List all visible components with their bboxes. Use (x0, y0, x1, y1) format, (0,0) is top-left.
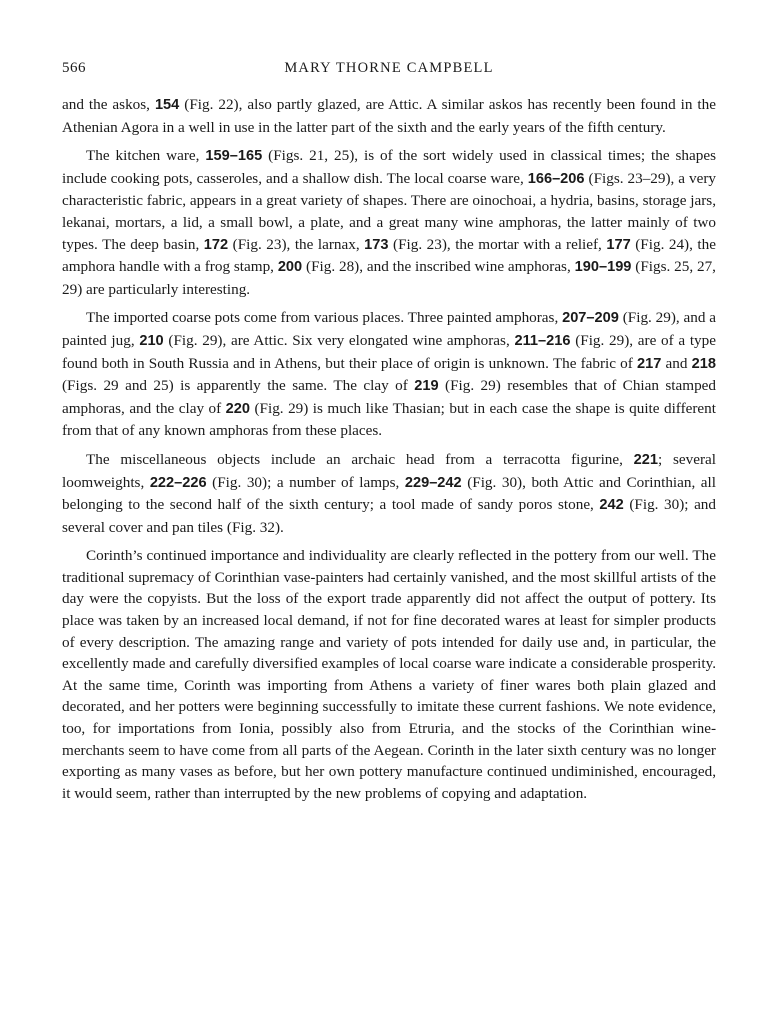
page-number: 566 (62, 60, 86, 76)
text-run: The imported coarse pots come from various places. Three painted amphoras, (86, 309, 563, 327)
paragraph (62, 145, 716, 300)
catalogue-number: 166–206 (527, 170, 585, 187)
catalogue-number: 172 (203, 236, 229, 253)
text-run: (Fig. 29) is much like Thasian; but in each case the shape is quite different from that of any known amphoras from these places. (62, 399, 716, 440)
text-run: (Fig. 23), the larnax, (228, 235, 365, 253)
text-run: (Fig. 29), are of a type found both in South Russia and in Athens, but their place of origin is unknown. The fabric of (62, 331, 716, 372)
catalogue-number: 221 (633, 451, 659, 468)
catalogue-number: 210 (139, 332, 164, 349)
catalogue-number: 218 (691, 355, 716, 372)
text-run: Corinth’s continued importance and individuality are clearly reflected in the pottery from our well. The traditional supremacy of Corinthian vase-painters had certainly vanished, and the most skillful artists of the day were the copyists. But the loss of the export trade apparently did not affect the output of pottery. Its place was taken by an increased local demand, if not for fine decorated wares at least for simpler products of every description. The amazing range and variety of pots intended for daily use and, in particular, the excellently made and carefully diversified examples of local coarse ware indicate a considerable prosperity. At the same time, Corinth was importing from Athens a variety of finer wares both plain glazed and decorated, and her potters were beginning successfully to imitate these current fashions. We note evidence, too, for importations from Ionia, possibly also from Etruria, and the stocks of the Corinthian wine-merchants seem to have come from all parts of the Aegean. Corinth in the later sixth century was no longer exporting as many vases as before, but her own pottery manufacture continued undiminished, encouraged, it would seem, rather than interrupted by the new problems of copying and adaptation. (62, 547, 716, 802)
text-run: (Fig. 24), the amphora handle with a frog stamp, (62, 235, 716, 276)
text-run: The miscellaneous objects include an archaic head from a terracotta figurine, (86, 450, 634, 468)
catalogue-number: 154 (154, 97, 180, 113)
page (62, 58, 716, 811)
body-text (62, 94, 716, 804)
text-run: (Fig. 28), and the inscribed wine amphoras, (302, 258, 575, 276)
catalogue-number: 159–165 (205, 148, 263, 165)
text-run: (Fig. 30), both Attic and Corinthian, all belonging to the second half of the sixth century; a tool made of sandy poros stone, (62, 473, 716, 514)
text-run: (Figs. 23–29), a very characteristic fabric, appears in a great variety of shapes. There are oinochoai, a hydria, basins, storage jars, lekanai, mortars, a lid, a small bowl, a plate, and a great many wine amphoras, the latter mainly of two types. The deep basin, (62, 169, 716, 253)
catalogue-number: 229–242 (404, 474, 462, 491)
catalogue-number: 207–209 (562, 310, 619, 327)
catalogue-number: 190–199 (574, 259, 632, 276)
text-run: (Figs. 29 and 25) is apparently the same. The clay of (62, 377, 415, 395)
catalogue-number: 222–226 (149, 474, 207, 491)
catalogue-number: 173 (364, 236, 389, 253)
page-header (62, 58, 716, 82)
text-run: (Figs. 25, 27, 29) are particularly interesting. (62, 258, 716, 298)
catalogue-number: 220 (225, 400, 251, 417)
text-run: and (661, 354, 692, 372)
text-run: (Figs. 21, 25), is of the sort widely used in classical times; the shapes include cooking pots, casseroles, and a shallow dish. The local coarse ware, (62, 147, 716, 187)
paragraph (62, 449, 716, 538)
text-run: (Fig. 23), the mortar with a relief, (388, 235, 607, 253)
text-run: (Fig. 29), are Attic. Six very elongated wine amphoras, (163, 331, 515, 349)
text-run: The kitchen ware, (86, 147, 206, 165)
text-run: ; several loomweights, (62, 450, 716, 491)
text-run: (Fig. 22), also partly glazed, are Attic. A similar askos has recently been found in the Athenian Agora in a well in use in the latter part of the sixth and the early years of the fifth century. (62, 96, 716, 136)
catalogue-number: 177 (606, 236, 631, 253)
catalogue-number: 200 (277, 259, 303, 276)
running-head: MARY THORNE CAMPBELL (284, 60, 494, 76)
paragraph (62, 94, 716, 138)
text-run: (Fig. 29), and a painted jug, (62, 309, 716, 349)
paragraph (62, 545, 716, 804)
catalogue-number: 219 (414, 378, 439, 395)
catalogue-number: 217 (637, 355, 662, 372)
catalogue-number: 211–216 (514, 332, 571, 349)
text-run: (Fig. 30); a number of lamps, (206, 473, 405, 491)
text-run: (Fig. 29) resembles that of Chian stamped amphoras, and the clay of (62, 377, 717, 417)
text-run: and the askos, (62, 96, 155, 113)
catalogue-number: 242 (599, 497, 624, 514)
paragraph (62, 307, 716, 442)
text-run: (Fig. 30); and several cover and pan tiles (Fig. 32). (62, 496, 716, 536)
